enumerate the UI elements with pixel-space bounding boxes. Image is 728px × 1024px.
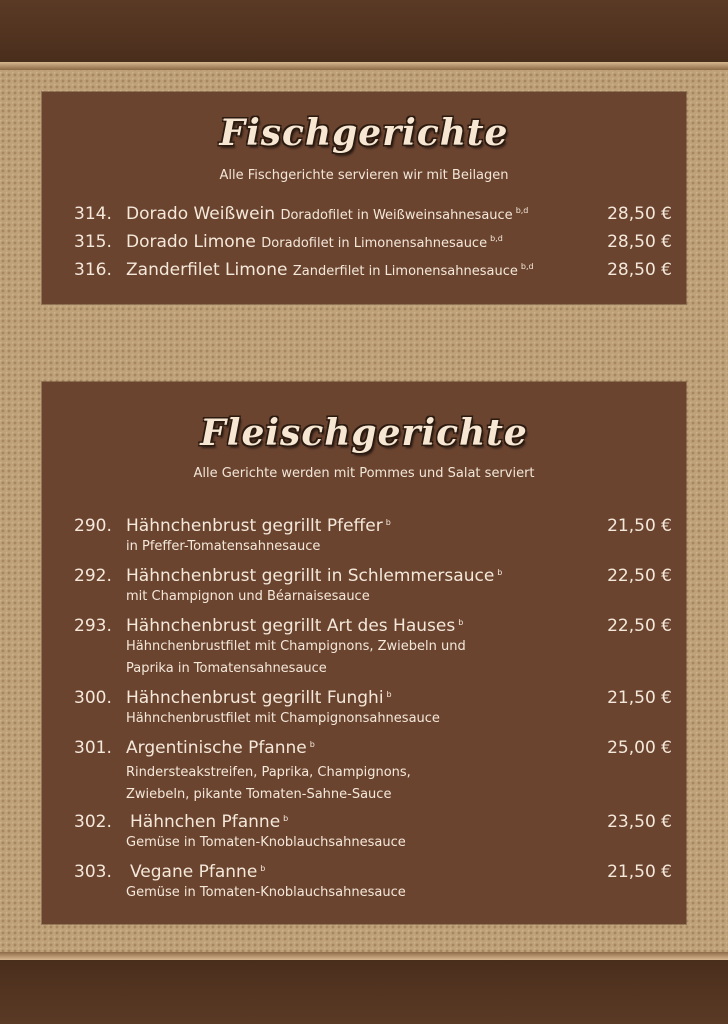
item-price: 22,50 € [607,566,672,586]
top-divider [0,62,728,70]
item-name: Hähnchenbrust gegrillt Art des Hauses [126,616,456,636]
item-price: 28,50 € [607,204,672,224]
item-name: Argentinische Pfanne [126,738,307,758]
allergen-codes: b,d [520,262,534,271]
item-description-line: Hähnchenbrustfilet mit Champignons, Zwiebeln und [126,639,466,654]
item-price: 28,50 € [607,260,672,280]
allergen-codes: b [260,864,266,873]
allergen-codes: b [458,618,464,627]
item-number: 315. [74,232,112,252]
item-price: 25,00 € [607,738,672,758]
item-description: mit Champignon und Béarnaisesauce [126,589,370,604]
item-name: Dorado Weißwein [126,204,276,224]
item-name: Hähnchenbrust gegrillt in Schlemmersauce [126,566,495,586]
item-price: 21,50 € [607,862,672,882]
item-description-line: Paprika in Tomatensahnesauce [126,661,327,676]
allergen-codes: b [497,568,503,577]
item-description: Doradofilet in Limonensahnesauce [261,236,488,251]
item-price: 23,50 € [607,812,672,832]
fleischgerichte-section [42,382,686,924]
item-number: 300. [74,688,112,708]
item-price: 22,50 € [607,616,672,636]
item-number: 302. [74,812,112,832]
item-description: Gemüse in Tomaten-Knoblauchsahnesauce [126,835,406,850]
item-description: Gemüse in Tomaten-Knoblauchsahnesauce [126,885,406,900]
allergen-codes: b [385,518,391,527]
item-description: Doradofilet in Weißweinsahnesauce [280,208,513,223]
item-price: 21,50 € [607,688,672,708]
allergen-codes: b,d [490,234,503,243]
item-number: 316. [74,260,112,280]
item-description-line: Rindersteakstreifen, Paprika, Champignons, [126,765,411,780]
item-name: Hähnchen Pfanne [130,812,281,832]
allergen-codes: b [386,690,392,699]
allergen-codes: b [309,740,315,749]
item-name: Dorado Limone [126,232,256,252]
item-number: 301. [74,738,112,758]
item-description: in Pfeffer-Tomatensahnesauce [126,539,321,554]
item-description: Hähnchenbrustfilet mit Champignonsahnesauce [126,711,440,726]
item-number: 292. [74,566,112,586]
item-price: 28,50 € [607,232,672,252]
item-description-line: Zwiebeln, pikante Tomaten-Sahne-Sauce [126,787,392,802]
fleischgerichte-title: Fleischgerichte [200,412,528,454]
item-number: 314. [74,204,112,224]
item-number: 303. [74,862,112,882]
item-name: Zanderfilet Limone [126,260,288,280]
item-name: Hähnchenbrust gegrillt Funghi [126,688,384,708]
item-name: Vegane Pfanne [130,862,258,882]
bottom-divider [0,952,728,960]
bottom-band [0,960,728,1024]
item-name: Hähnchenbrust gegrillt Pfeffer [126,516,383,536]
item-number: 290. [74,516,112,536]
fleischgerichte-subtitle: Alle Gerichte werden mit Pommes und Salat serviert [193,466,535,481]
allergen-codes: b,d [515,206,529,215]
fischgerichte-title: Fischgerichte [219,112,509,154]
top-band [0,0,728,62]
item-price: 21,50 € [607,516,672,536]
allergen-codes: b [283,814,289,823]
item-description: Zanderfilet in Limonensahnesauce [292,264,518,279]
item-number: 293. [74,616,112,636]
fischgerichte-section [42,92,686,304]
fischgerichte-subtitle: Alle Fischgerichte servieren wir mit Beilagen [219,168,509,183]
